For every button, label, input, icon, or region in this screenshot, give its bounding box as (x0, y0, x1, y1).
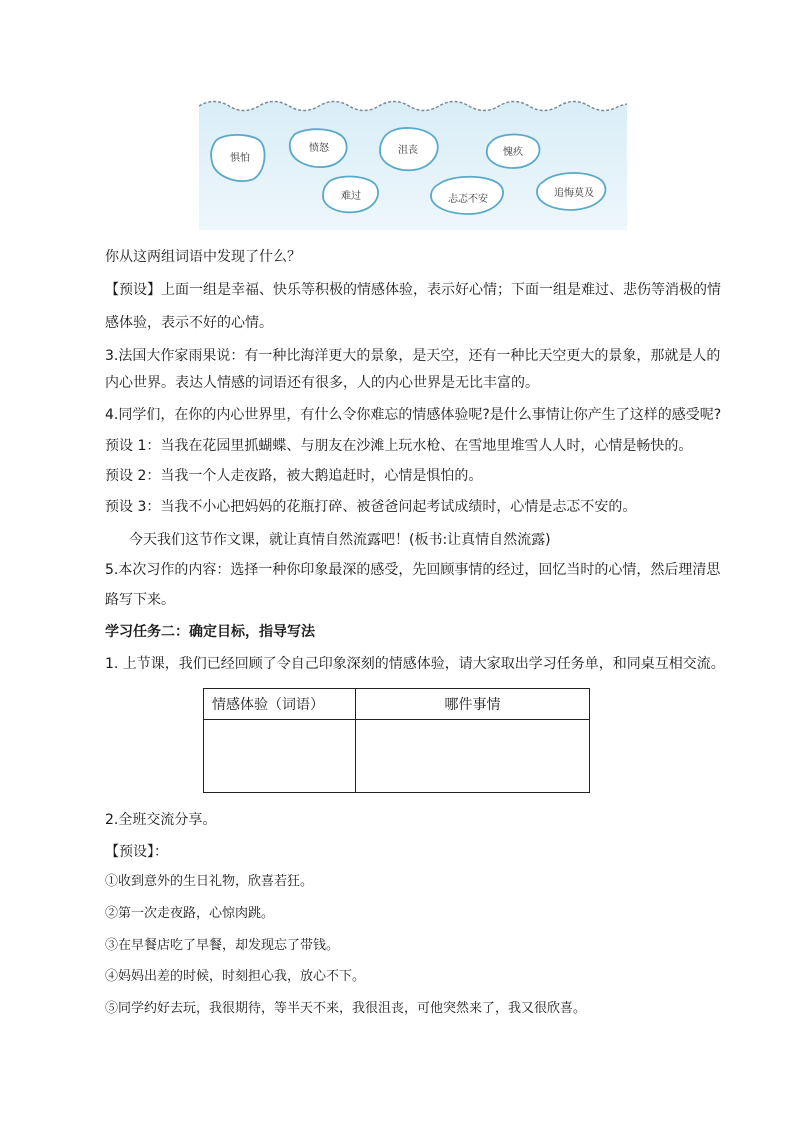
table-cell-emotion (204, 720, 356, 793)
table-row (204, 720, 590, 793)
example-4: ④妈妈出差的时候，时刻担心我，放心不下。 (105, 969, 366, 984)
table-header-event: 哪件事情 (356, 689, 590, 720)
class-share-text: 2.全班交流分享。 (105, 812, 217, 828)
word-bubble (431, 177, 503, 214)
preset-3: 预设 3：当我不小心把妈妈的花瓶打碎、被爸爸问起考试成绩时，心情是忐忑不安的。 (105, 499, 637, 515)
example-1: ①收到意外的生日礼物，欣喜若狂。 (105, 874, 314, 889)
word-bubble (537, 173, 605, 210)
word-4: 愧疚 (503, 147, 523, 158)
example-2: ②第一次走夜路，心惊肉跳。 (105, 906, 275, 921)
word-5: 难过 (341, 191, 361, 202)
writing-task-line-1: 5.本次习作的内容：选择一种你印象最深的感受，先回顾事情的经过，回忆当时的心情，然后理清思 (105, 562, 721, 578)
word-bubble (290, 129, 347, 167)
preset-label: 【预设】： (105, 844, 168, 860)
preset-2: 预设 2：当我一个人走夜路，被大鹅追赶时，心情是惧怕的。 (105, 468, 483, 484)
task-instruction: 1. 上节课，我们已经回顾了令自己印象深刻的情感体验，请大家取出学习任务单，和同桌互相交流。 (105, 656, 725, 672)
word-6: 忐忑不安 (448, 194, 488, 205)
board-writing-line: 今天我们这节作文课，就让真情自然流露吧！(板书:让真情自然流露) (129, 532, 551, 548)
question-text: 你从这两组词语中发现了什么？ (105, 249, 301, 265)
preset-1: 预设 1：当我在花园里抓蝴蝶、与朋友在沙滩上玩水枪、在雪地里堆雪人人时，心情是畅快的。 (105, 438, 693, 454)
question-4: 4.同学们，在你的内心世界里，有什么令你难忘的情感体验呢?是什么事情让你产生了这样的感受呢? (105, 407, 722, 423)
word-7: 追悔莫及 (554, 188, 594, 199)
worksheet-table (203, 688, 590, 793)
table-header-emotion: 情感体验（词语） (204, 689, 356, 720)
hugo-quote-line-2: 内心世界。表达人情感的词语还有很多，人的内心世界是无比丰富的。 (105, 375, 539, 391)
word-2: 愤怒 (309, 143, 329, 154)
example-5: ⑤同学约好去玩，我很期待，等半天不来，我很沮丧，可他突然来了，我又很欣喜。 (105, 1001, 587, 1016)
example-3: ③在早餐店吃了早餐，却发现忘了带钱。 (105, 938, 340, 953)
writing-task-line-2: 路写下来。 (105, 592, 175, 608)
section-heading: 学习任务二：确定目标，指导写法 (105, 624, 315, 640)
word-bubble (211, 135, 265, 181)
preset-answer-line-1: 【预设】上面一组是幸福、快乐等积极的情感体验，表示好心情；下面一组是难过、悲伤等消极的情 (105, 282, 721, 298)
hugo-quote-line-1: 3.法国大作家雨果说：有一种比海洋更大的景象，是天空，还有一种比天空更大的景象，那就是人的 (105, 348, 721, 364)
word-bubble (323, 177, 378, 213)
table-header-row (204, 689, 590, 720)
table-cell-event (356, 720, 590, 793)
word-3: 沮丧 (398, 145, 418, 156)
word-bubble (380, 128, 438, 170)
word-bubble (487, 135, 540, 169)
emotion-words-illustration (199, 98, 627, 230)
preset-answer-line-2: 感体验，表示不好的心情。 (105, 315, 273, 331)
word-1: 惧怕 (230, 153, 250, 164)
